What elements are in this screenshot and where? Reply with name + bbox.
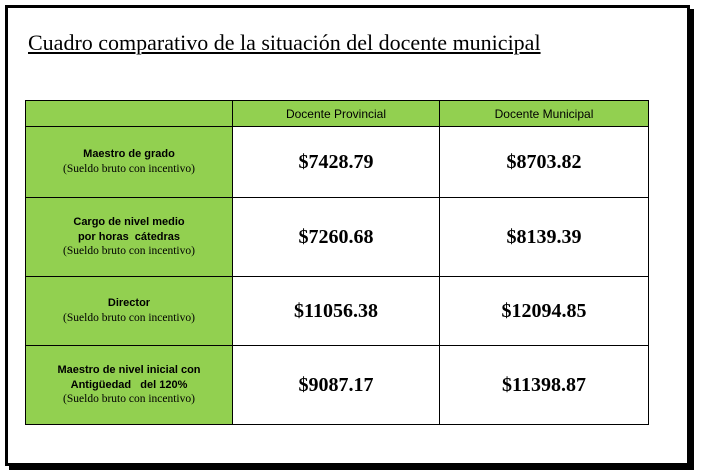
municipal-salary: $8139.39: [440, 198, 649, 277]
row-note: (Sueldo bruto con incentivo): [63, 244, 195, 257]
municipal-salary: $11398.87: [440, 346, 649, 425]
comparison-table: [25, 100, 649, 425]
row-label-cell: [26, 198, 233, 277]
table-row: [26, 198, 649, 277]
column-header-provincial: Docente Provincial: [233, 101, 440, 127]
table-header-row: [26, 101, 649, 127]
column-header-municipal: Docente Municipal: [440, 101, 649, 127]
row-label-cell: [26, 127, 233, 198]
table-row: [26, 277, 649, 346]
row-label: Director: [107, 297, 151, 310]
provincial-salary: $7260.68: [233, 198, 440, 277]
row-note: (Sueldo bruto con incentivo): [63, 311, 195, 324]
page-title: Cuadro comparativo de la situación del docente municipal: [28, 30, 541, 55]
provincial-salary: $7428.79: [233, 127, 440, 198]
table-row: [26, 346, 649, 425]
row-note: (Sueldo bruto con incentivo): [63, 392, 195, 405]
row-label-cell: [26, 277, 233, 346]
row-note: (Sueldo bruto con incentivo): [63, 162, 195, 175]
row-label: Maestro de grado: [83, 148, 175, 161]
row-label-cell: [26, 346, 233, 425]
provincial-salary: $9087.17: [233, 346, 440, 425]
table-row: [26, 127, 649, 198]
provincial-salary: $11056.38: [233, 277, 440, 346]
municipal-salary: $12094.85: [440, 277, 649, 346]
table-corner-cell: [26, 101, 233, 127]
row-label: Cargo de nivel medio por horas cátedras: [73, 216, 185, 243]
municipal-salary: $8703.82: [440, 127, 649, 198]
row-label: Maestro de nivel inicial con Antigüedad del 120%: [57, 364, 201, 391]
